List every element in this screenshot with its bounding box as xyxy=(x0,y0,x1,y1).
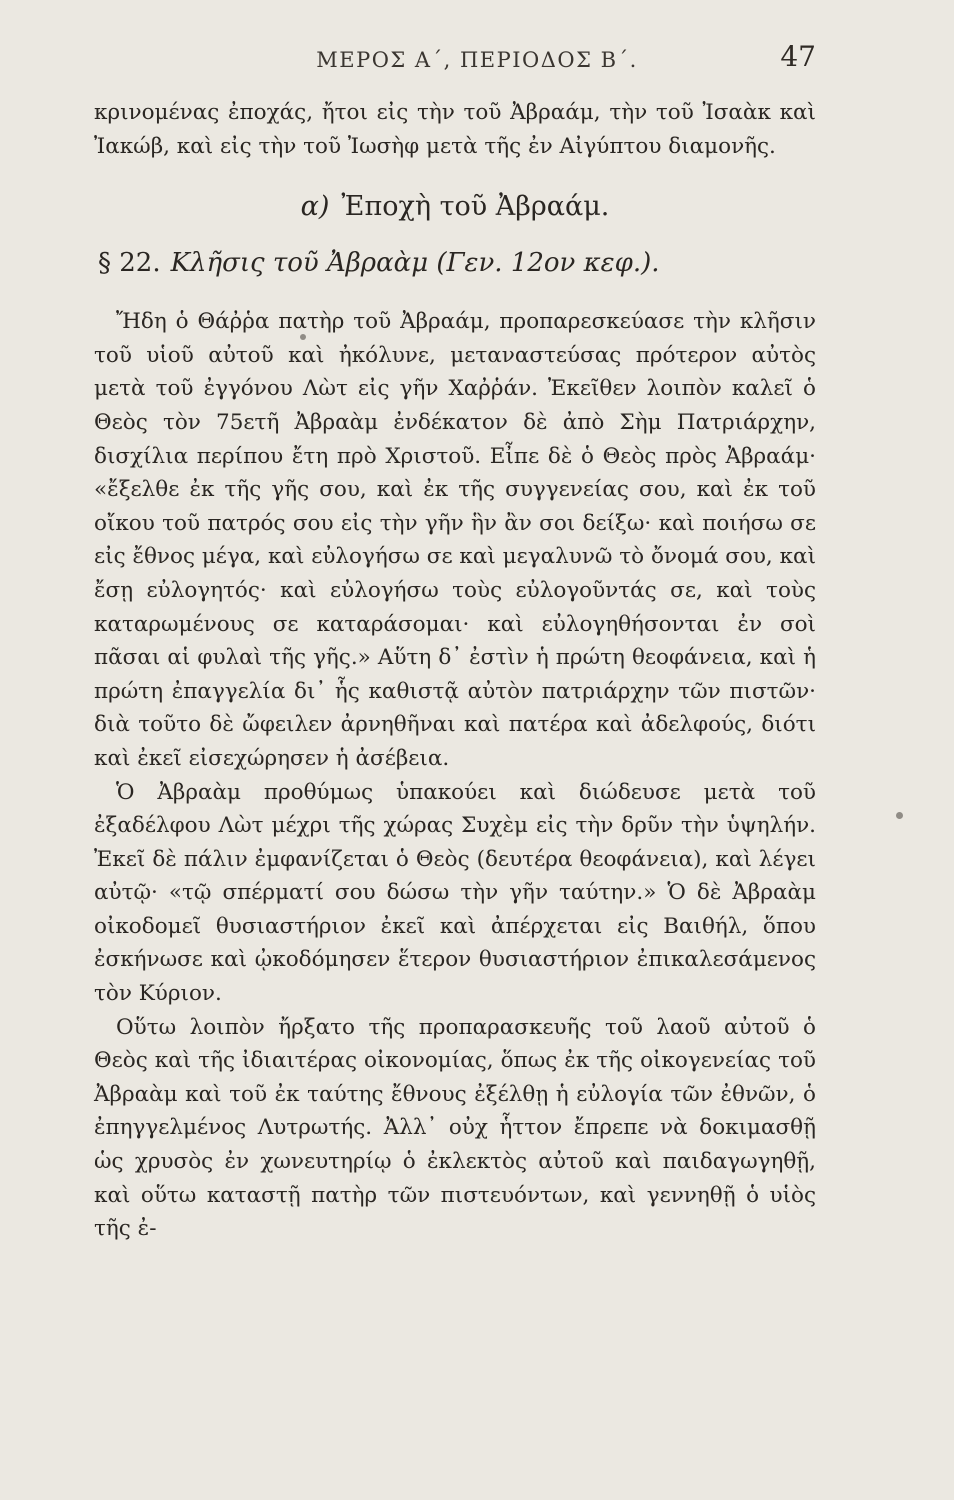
running-head xyxy=(0,40,954,80)
ink-speck xyxy=(300,334,306,340)
subsection-number: § 22. xyxy=(98,248,161,279)
paragraph-journey: Ὁ Ἀβραὰμ προθύμως ὑπακούει καὶ διώδευσε μετὰ τοῦ ἐξαδέλφου Λὼτ μέχρι τῆς χώρας Συχὲμ εἰς τὴν δρῦν τὴν ὑψηλήν. Ἐκεῖ δὲ πάλιν ἐμφανίζεται ὁ Θεὸς (δευτέρα θεοφάνεια), καὶ λέγει αὐτῷ· «τῷ σπέρματί σου δώσω τὴν γῆν ταύτην.» Ὁ δὲ Ἀβραὰμ οἰκοδομεῖ θυσιαστήριον ἐκεῖ καὶ ἀπέρχεται εἰς Βαιθήλ, ὅπου ἐσκήνωσε καὶ ᾠκοδόμησεν ἕτερον θυσιαστήριον ἐπικαλεσάμενος τὸν Κύριον. xyxy=(94,779,816,1007)
subsection-heading xyxy=(98,243,816,283)
paragraph-calling: Ἤδη ὁ Θάῤῥα πατὴρ τοῦ Ἀβραάμ, προπαρεσκεύασε τὴν κλῆσιν τοῦ υἱοῦ αὐτοῦ καὶ ἠκόλυνε, μεταναστεύσας πρότερον αὐτὸς μετὰ τοῦ ἐγγόνου Λὼτ εἰς γῆν Χαῤῥάν. Ἐκεῖθεν λοιπὸν καλεῖ ὁ Θεὸς τὸν 75ετῆ Ἀβραὰμ ἐνδέκατον δὲ ἀπὸ Σὴμ Πατριάρχην, δισχίλια περίπου ἔτη πρὸ Χριστοῦ. Εἶπε δὲ ὁ Θεὸς πρὸς Ἀβραάμ· «ἔξελθε ἐκ τῆς γῆς σου, καὶ ἐκ τῆς συγγενείας σου, καὶ ἐκ τοῦ οἴκου τοῦ πατρός σου εἰς τὴν γῆν ἣν ἂν σοι δείξω· καὶ ποιήσω σε εἰς ἔθνος μέγα, καὶ εὐλογήσω σε καὶ μεγαλυνῶ τὸ ὄνομά σου, καὶ ἔσῃ εὐλογητός· καὶ εὐλογήσω τοὺς εὐλογοῦντάς σε, καὶ τοὺς καταρωμένους σε καταράσομαι· καὶ εὐλογηθήσονται ἐν σοὶ πᾶσαι αἱ φυλαὶ τῆς γῆς.» Αὕτη δ᾽ ἐστὶν ἡ πρώτη θεοφάνεια, καὶ ἡ πρώτη ἐπαγγελία δι᾽ ἧς καθιστᾷ αὐτὸν πατριάρχην τῶν πιστῶν· διὰ τοῦτο δὲ ὤφειλεν ἀρνηθῆναι καὶ πατέρα καὶ ἀδελφούς, διότι καὶ ἐκεῖ εἰσεχώρησεν ἡ ἀσέβεια. xyxy=(94,309,816,771)
section-heading xyxy=(94,187,816,227)
intro-paragraph: κρινομένας ἐποχάς, ἤτοι εἰς τὴν τοῦ Ἀβραάμ, τὴν τοῦ Ἰσαὰκ καὶ Ἰακώβ, καὶ εἰς τὴν τοῦ Ἰωσὴφ μετὰ τῆς ἐν Αἰγύπτου διαμονῆς. xyxy=(94,100,816,159)
page-number: 47 xyxy=(780,40,816,73)
section-title: Ἐποχὴ τοῦ Ἀβραάμ. xyxy=(341,191,610,223)
paragraph-preparation: Οὕτω λοιπὸν ἤρξατο τῆς προπαρασκευῆς τοῦ λαοῦ αὐτοῦ ὁ Θεὸς καὶ τῆς ἰδιαιτέρας οἰκονομίας, ὅπως ἐκ τῆς οἰκογενείας τοῦ Ἀβραὰμ καὶ τοῦ ἐκ ταύτης ἔθνους ἐξέλθῃ ἡ εὐλογία τῶν ἐθνῶν, ὁ ἐπηγγελμένος Λυτρωτής. Ἀλλ᾽ οὐχ ἧττον ἔπρεπε νὰ δοκιμασθῇ ὡς χρυσὸς ἐν χωνευτηρίῳ ὁ ἐκλεκτὸς αὐτοῦ καὶ παιδαγωγηθῇ, καὶ οὕτω καταστῇ πατὴρ τῶν πιστευόντων, καὶ γεννηθῇ ὁ υἱὸς τῆς ἐ- xyxy=(94,1014,816,1242)
ink-speck xyxy=(896,812,903,819)
subsection-title: Κλῆσις τοῦ Ἀβραὰμ (Γεν. 12ον κεφ.). xyxy=(170,248,660,279)
section-label: α) xyxy=(300,191,330,223)
page-body xyxy=(94,96,816,1246)
running-title: ΜΕΡΟΣ Α΄, ΠΕΡΙΟΔΟΣ Β΄. xyxy=(316,48,638,72)
